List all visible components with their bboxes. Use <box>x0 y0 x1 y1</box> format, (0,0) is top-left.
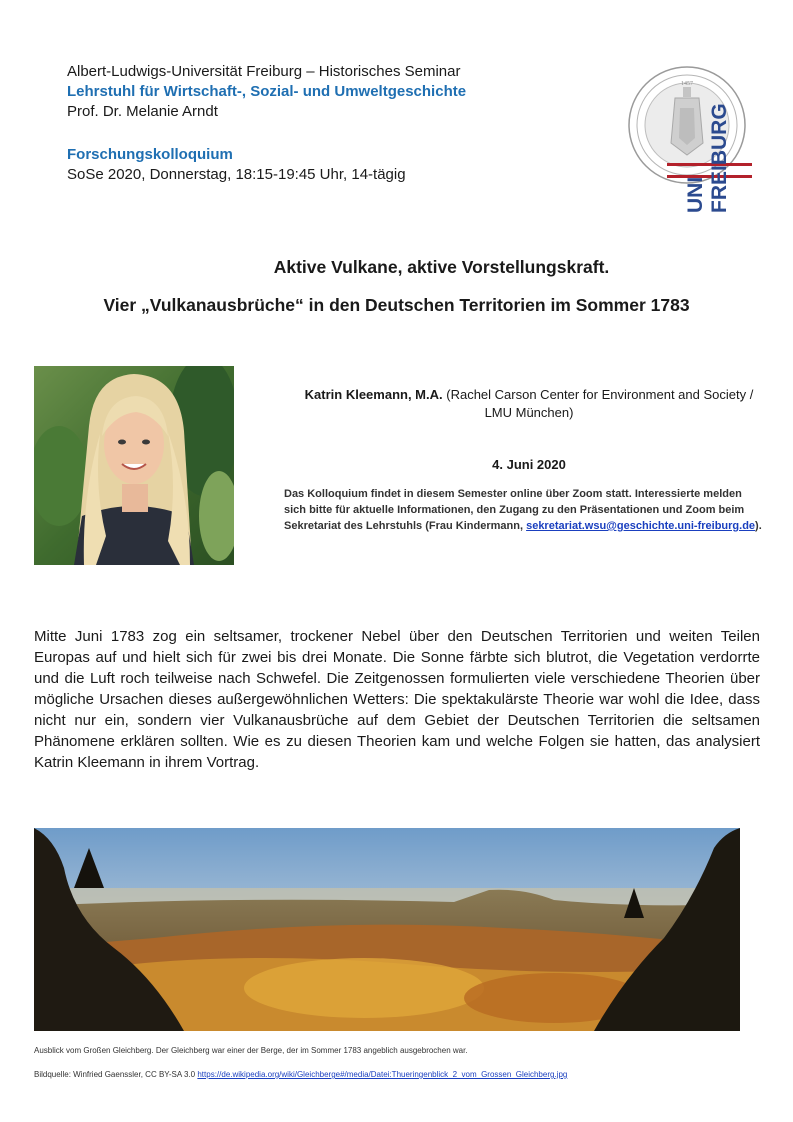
photo-source-link[interactable]: https://de.wikipedia.org/wiki/Gleichberge#/media/Datei:Thueringenblick_2_vom_Grossen_Gleichberg.jpg <box>197 1070 568 1079</box>
professor-line: Prof. Dr. Melanie Arndt <box>67 103 218 120</box>
institution-line: Albert-Ludwigs-Universität Freiburg – Historisches Seminar <box>67 63 461 80</box>
notice-suffix: ). <box>755 520 762 532</box>
photo-source-prefix: Bildquelle: Winfried Gaenssler, CC BY-SA 3.0 <box>34 1070 196 1079</box>
speaker-info <box>284 386 774 422</box>
talk-title-line1: Aktive Vulkane, aktive Vorstellungskraft. <box>273 257 610 277</box>
landscape-photo <box>34 828 740 1031</box>
logo-uni-text: UNI <box>684 176 707 213</box>
photo-source <box>34 1070 567 1080</box>
talk-title-line2: Vier „Vulkanausbrüche“ in den Deutschen Territorien im Sommer 1783 <box>103 295 690 315</box>
notice-text: Das Kolloquium findet in diesem Semester online über Zoom statt. Interessierte melden sich bitte für aktuelle Informationen, den Zugang zu den Präsentationen und Zoom beim Sekretariat des Lehrstuhls (Frau Kindermann, <box>284 488 745 532</box>
online-notice <box>284 486 764 534</box>
logo-freiburg-text: FREIBURG <box>708 103 731 213</box>
speaker-affiliation: (Rachel Carson Center for Environment and Society / <box>446 387 754 402</box>
abstract-paragraph: Mitte Juni 1783 zog ein seltsamer, trockener Nebel über den Deutschen Territorien und weiten Teilen Europas auf und hielt sich für zwei bis drei Monate. Die Sonne färbte sich blutrot, die Vegetation verdorrte und die Luft roch teilweise nach Schwefel. Die Zeitgenossen formulierten viele verschiedene Theorien über mögliche Ursachen dieses außergewöhnlichen Wetters: Die spektakulärste Theorie war wohl die Idee, dass nicht nur ein, sondern vier Vulkanausbrüche auf dem Gebiet der Deutschen Territorien die seltsamen Phänomene erklären sollten. Wie es zu diesen Theorien kam und welche Folgen sie hatten, das analysiert Katrin Kleemann in ihrem Vortrag. <box>34 628 760 771</box>
portrait-image <box>34 366 234 565</box>
photo-caption: Ausblick vom Großen Gleichberg. Der Gleichberg war einer der Berge, der im Sommer 1783 angeblich ausgebrochen war. <box>34 1046 468 1055</box>
svg-text:1457: 1457 <box>681 81 693 87</box>
university-logo <box>625 63 755 223</box>
talk-date: 4. Juni 2020 <box>492 457 566 472</box>
speaker-portrait <box>34 366 234 565</box>
secretariat-email-link[interactable]: sekretariat.wsu@geschichte.uni-freiburg.de <box>526 520 756 532</box>
landscape-image <box>34 828 740 1031</box>
event-type: Forschungskolloquium <box>67 146 233 163</box>
chair-line: Lehrstuhl für Wirtschaft-, Sozial- und Umweltgeschichte <box>67 83 467 100</box>
speaker-affiliation-cont: LMU München) <box>484 405 574 420</box>
speaker-name: Katrin Kleemann, M.A. <box>304 387 443 402</box>
schedule-line: SoSe 2020, Donnerstag, 18:15-19:45 Uhr, 14-tägig <box>67 166 406 183</box>
